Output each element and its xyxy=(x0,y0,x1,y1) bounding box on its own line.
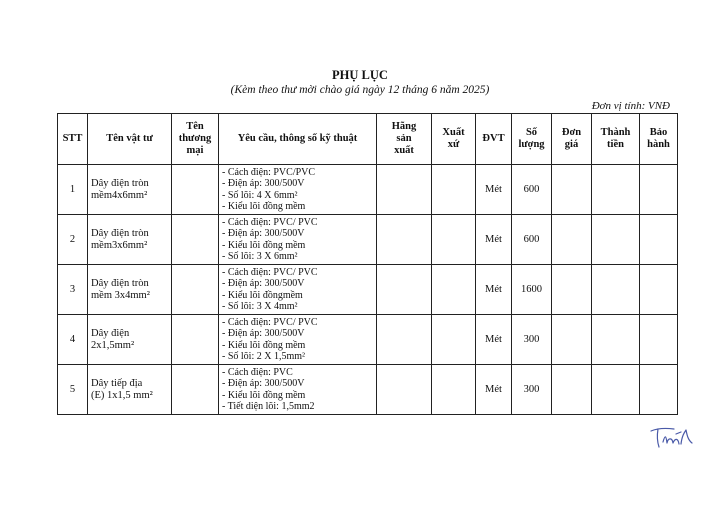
cell-unit: Mét xyxy=(476,365,512,415)
appendix-table xyxy=(57,113,678,415)
cell-origin xyxy=(432,265,476,315)
header-spec: Yêu cầu, thông số kỹ thuật xyxy=(219,114,377,165)
cell-stt: 3 xyxy=(58,265,88,315)
table-row xyxy=(58,265,678,315)
cell-amount xyxy=(592,265,640,315)
page-title: PHỤ LỤC xyxy=(332,68,388,82)
header-warranty: Bảo hành xyxy=(640,114,678,165)
cell-name: Dây điện 2x1,5mm² xyxy=(88,315,172,365)
table-row xyxy=(58,215,678,265)
cell-origin xyxy=(432,315,476,365)
cell-manufacturer xyxy=(377,165,432,215)
cell-warranty xyxy=(640,265,678,315)
cell-quantity: 300 xyxy=(512,365,552,415)
table-row xyxy=(58,165,678,215)
header-price: Đơn giá xyxy=(552,114,592,165)
cell-manufacturer xyxy=(377,315,432,365)
cell-manufacturer xyxy=(377,265,432,315)
cell-quantity: 1600 xyxy=(512,265,552,315)
cell-manufacturer xyxy=(377,215,432,265)
cell-amount xyxy=(592,365,640,415)
cell-warranty xyxy=(640,315,678,365)
cell-stt: 2 xyxy=(58,215,88,265)
cell-trade-name xyxy=(172,315,219,365)
cell-price xyxy=(552,265,592,315)
cell-unit: Mét xyxy=(476,315,512,365)
cell-price xyxy=(552,165,592,215)
header-stt: STT xyxy=(58,114,88,165)
handwritten-signature xyxy=(648,424,696,455)
currency-unit-note: Đơn vị tính: VNĐ xyxy=(591,100,670,112)
table-row xyxy=(58,365,678,415)
table-header-row xyxy=(58,114,678,165)
cell-spec: - Cách điện: PVC/ PVC - Điện áp: 300/500V - Kiểu lõi đồng mềm - Số lõi: 3 X 6mm² xyxy=(219,215,377,265)
cell-amount xyxy=(592,165,640,215)
cell-manufacturer xyxy=(377,365,432,415)
cell-warranty xyxy=(640,165,678,215)
cell-name: Dây điện tròn mềm4x6mm² xyxy=(88,165,172,215)
cell-unit: Mét xyxy=(476,215,512,265)
cell-unit: Mét xyxy=(476,265,512,315)
cell-name: Dây điện tròn mềm3x6mm² xyxy=(88,215,172,265)
cell-trade-name xyxy=(172,365,219,415)
cell-origin xyxy=(432,215,476,265)
cell-stt: 4 xyxy=(58,315,88,365)
header-unit: ĐVT xyxy=(476,114,512,165)
page-subtitle: (Kèm theo thư mời chào giá ngày 12 tháng 6 năm 2025) xyxy=(230,84,490,96)
header-quantity: Số lượng xyxy=(512,114,552,165)
cell-warranty xyxy=(640,215,678,265)
header-manufacturer: Hãng sản xuất xyxy=(377,114,432,165)
header-name: Tên vật tư xyxy=(88,114,172,165)
cell-stt: 5 xyxy=(58,365,88,415)
cell-trade-name xyxy=(172,265,219,315)
cell-amount xyxy=(592,215,640,265)
cell-spec: - Cách điện: PVC/ PVC - Điện áp: 300/500V - Kiểu lõi đồngmềm - Số lõi: 3 X 4mm² xyxy=(219,265,377,315)
cell-name: Dây tiếp địa (E) 1x1,5 mm² xyxy=(88,365,172,415)
cell-quantity: 600 xyxy=(512,215,552,265)
cell-price xyxy=(552,215,592,265)
cell-quantity: 600 xyxy=(512,165,552,215)
cell-unit: Mét xyxy=(476,165,512,215)
header-origin: Xuất xứ xyxy=(432,114,476,165)
cell-price xyxy=(552,315,592,365)
cell-spec: - Cách điện: PVC - Điện áp: 300/500V - Kiểu lõi đồng mềm - Tiết diện lõi: 1,5mm2 xyxy=(219,365,377,415)
cell-name: Dây điện tròn mềm 3x4mm² xyxy=(88,265,172,315)
table-row xyxy=(58,315,678,365)
cell-warranty xyxy=(640,365,678,415)
signature-mark xyxy=(648,424,696,450)
cell-origin xyxy=(432,165,476,215)
cell-stt: 1 xyxy=(58,165,88,215)
cell-trade-name xyxy=(172,165,219,215)
cell-origin xyxy=(432,365,476,415)
header-amount: Thành tiền xyxy=(592,114,640,165)
cell-trade-name xyxy=(172,215,219,265)
cell-spec: - Cách điện: PVC/PVC - Điện áp: 300/500V - Số lõi: 4 X 6mm² - Kiểu lõi đồng mềm xyxy=(219,165,377,215)
header-trade-name: Tên thương mại xyxy=(172,114,219,165)
cell-quantity: 300 xyxy=(512,315,552,365)
cell-spec: - Cách điện: PVC/ PVC - Điện áp: 300/500V - Kiểu lõi đồng mềm - Số lõi: 2 X 1,5mm² xyxy=(219,315,377,365)
cell-price xyxy=(552,365,592,415)
cell-amount xyxy=(592,315,640,365)
